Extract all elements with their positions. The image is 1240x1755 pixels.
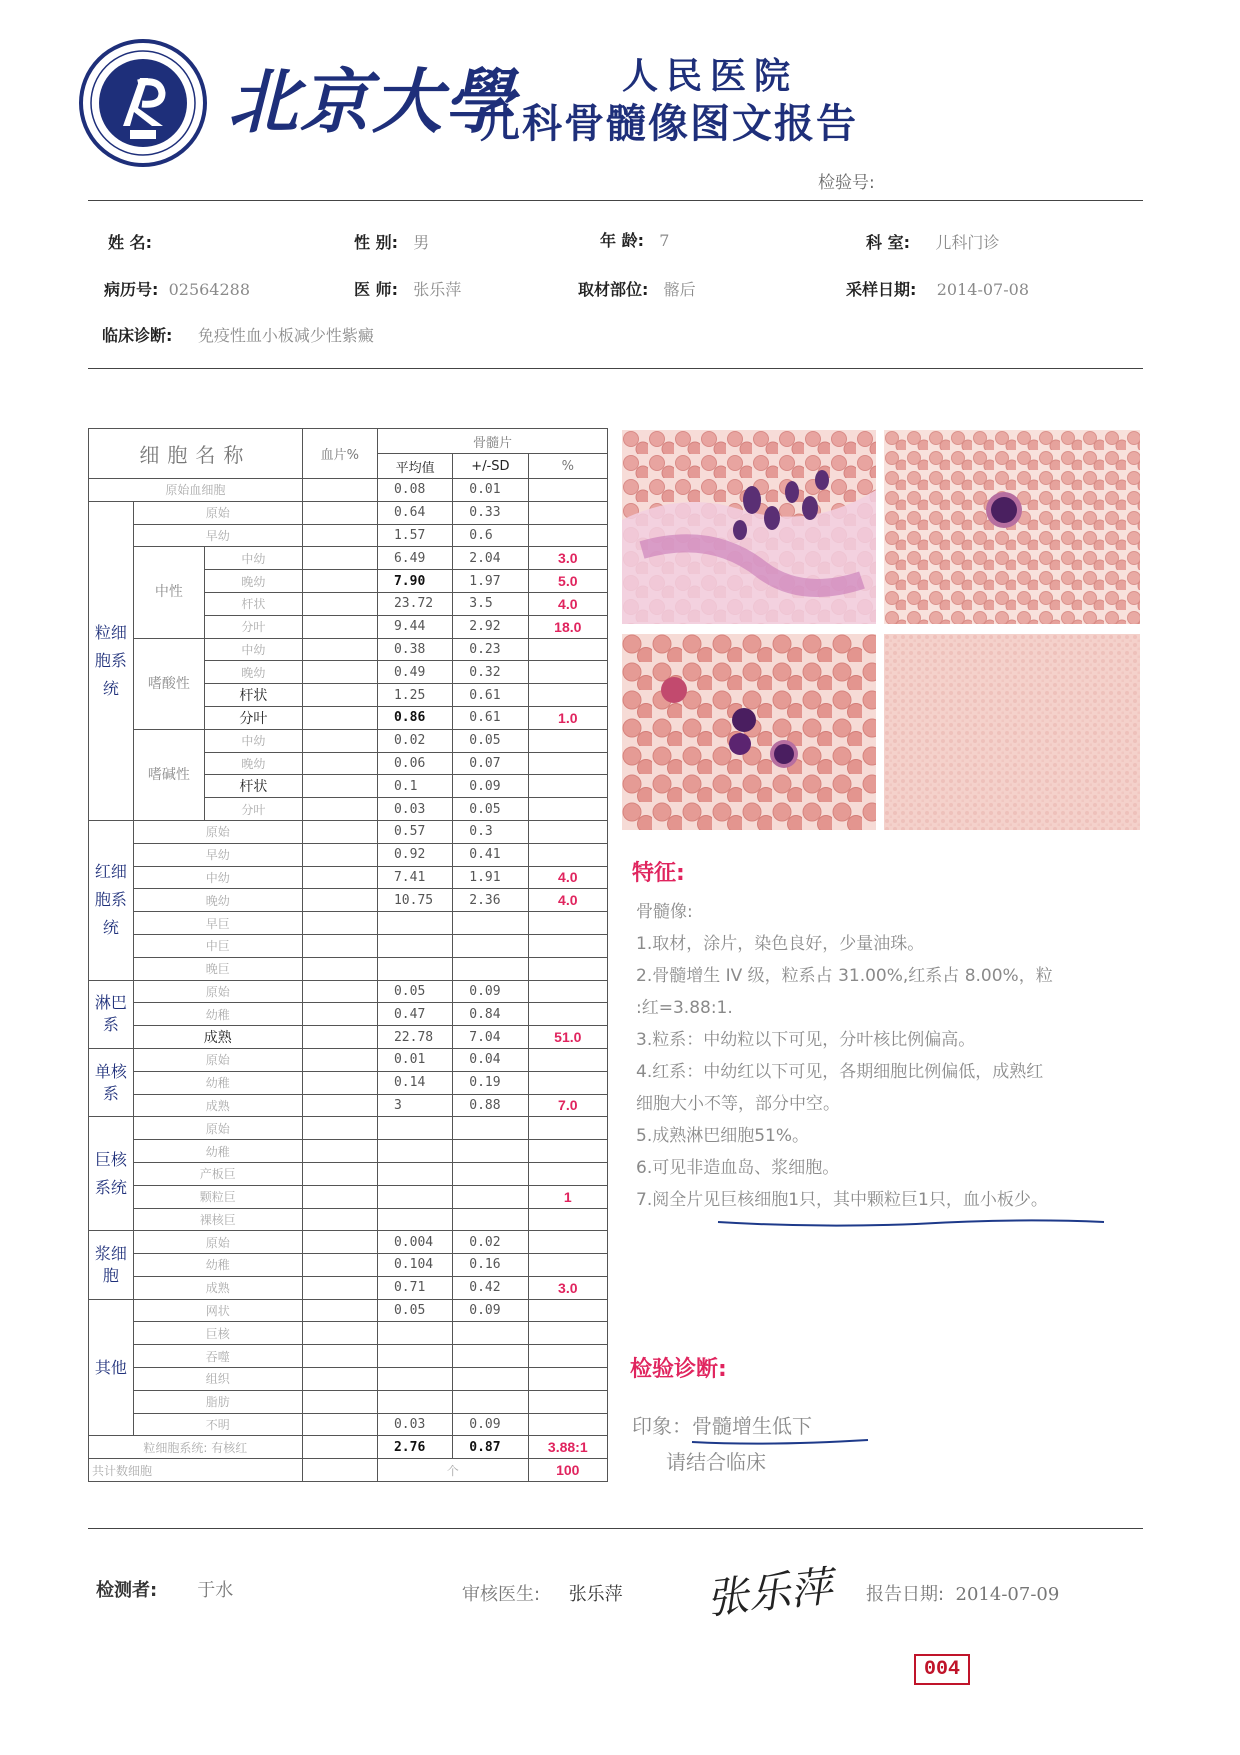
table-row: 其他 网状 0.05 0.09 [89, 1299, 608, 1322]
table-row: 中巨 [89, 934, 608, 957]
header-divider [88, 200, 1143, 201]
feature-item: :红=3.88:1. [636, 998, 733, 1018]
table-row: 不明 0.03 0.09 [89, 1413, 608, 1436]
record-number-field: 病历号: 02564288 [104, 280, 251, 299]
table-row: 产板巨 [89, 1162, 608, 1185]
table-row: 幼稚 [89, 1140, 608, 1163]
name-field: 姓 名: [108, 233, 152, 252]
group-plasma: 浆细胞 [89, 1231, 134, 1299]
reviewer-field: 审核医生: 张乐萍 [462, 1584, 623, 1605]
features-section [636, 896, 1196, 1216]
header-cell-smear: 血片% [302, 429, 377, 479]
group-erythroid: 红细胞系统 [89, 820, 134, 980]
department-field: 科 室: 儿科门诊 [866, 233, 1000, 252]
feature-item: 2.骨髓增生 IV 级，粒系占 31.00%,红系占 8.00%，粒 [636, 966, 1053, 986]
table-row: 粒细胞系统 原始 0.64 0.33 [89, 501, 608, 524]
feature-item: 4.红系：中幼红以下可见，各期细胞比例偏低，成熟红 [636, 1062, 1044, 1082]
micrograph-1 [622, 430, 876, 624]
features-subtitle: 骨髓像: [636, 902, 693, 922]
group-other: 其他 [89, 1299, 134, 1436]
micrograph-3 [622, 634, 876, 830]
table-row: 红细胞系统 原始 0.57 0.3 [89, 820, 608, 843]
header-cell-name: 细胞名称 [139, 443, 252, 467]
table-row: 分叶 0.03 0.05 [89, 798, 608, 821]
table-row: 杆状 1.25 0.61 [89, 684, 608, 707]
feature-item: 细胞大小不等，部分中空。 [636, 1094, 840, 1114]
table-row: 杆状 23.72 3.5 4.0 [89, 592, 608, 615]
table-row: 晚巨 [89, 957, 608, 980]
table-row: 裸核巨 [89, 1208, 608, 1231]
hospital-logo [78, 38, 208, 168]
feature-item: 5.成熟淋巴细胞51%。 [636, 1126, 810, 1146]
table-row: 嗜碱性 中幼 0.02 0.05 [89, 729, 608, 752]
table-row: 淋巴系 原始 0.05 0.09 [89, 980, 608, 1003]
group-eosinophil: 嗜酸性 [133, 638, 204, 729]
group-monocyte: 单核系 [89, 1048, 134, 1116]
tester-field: 检测者: 于水 [96, 1580, 234, 1601]
ratio-row: 粒细胞系统: 有核红 2.76 0.87 3.88:1 [89, 1436, 608, 1459]
micrograph-4 [884, 634, 1140, 830]
table-row: 早幼 0.92 0.41 [89, 843, 608, 866]
table-row: 晚幼 0.49 0.32 [89, 661, 608, 684]
table-row: 晚幼 10.75 2.36 4.0 [89, 889, 608, 912]
table-row: 晚幼 7.90 1.97 5.0 [89, 570, 608, 593]
table-header-row [89, 429, 608, 454]
group-neutrophil: 中性 [133, 547, 204, 638]
table-row: 原始血细胞 0.08 0.01 [89, 479, 608, 502]
info-divider [88, 368, 1143, 369]
header-cell-sd: +/-SD [453, 454, 528, 479]
features-title: 特征: [632, 861, 685, 886]
table-row: 浆细胞 原始 0.004 0.02 [89, 1231, 608, 1254]
table-row: 成熟 22.78 7.04 51.0 [89, 1026, 608, 1049]
table-row: 中性 中幼 6.49 2.04 3.0 [89, 547, 608, 570]
diagnosis-title: 检验诊断: [630, 1357, 727, 1382]
table-row: 晚幼 0.06 0.07 [89, 752, 608, 775]
table-row: 巨核系统 原始 [89, 1117, 608, 1140]
clinical-diagnosis-field: 临床诊断: 免疫性血小板减少性紫癜 [102, 326, 374, 345]
group-megakaryocyte: 巨核系统 [89, 1117, 134, 1231]
sample-date-field: 采样日期: 2014-07-08 [846, 280, 1029, 299]
reviewer-signature: 张乐萍 [704, 1561, 835, 1624]
header-cell-mean: 平均值 [377, 454, 452, 479]
feature-item: 7.阅全片见巨核细胞1只，其中颗粒巨1只，血小板少。 [636, 1190, 1048, 1210]
micrograph-2 [884, 430, 1140, 624]
footer-divider [88, 1528, 1143, 1529]
handwritten-underline-1 [716, 1214, 1106, 1230]
table-row: 早巨 [89, 912, 608, 935]
table-row: 幼稚 0.47 0.84 [89, 1003, 608, 1026]
page-number-stamp: 004 [914, 1654, 970, 1685]
table-row: 早幼 1.57 0.6 [89, 524, 608, 547]
table-row: 单核系 原始 0.01 0.04 [89, 1048, 608, 1071]
feature-item: 6.可见非造血岛、浆细胞。 [636, 1158, 840, 1178]
table-row: 成熟 0.71 0.42 3.0 [89, 1276, 608, 1299]
header-cell-marrow: 骨髓片 [377, 429, 607, 454]
table-row: 幼稚 0.104 0.16 [89, 1254, 608, 1277]
feature-item: 3.粒系：中幼粒以下可见，分叶核比例偏高。 [636, 1030, 976, 1050]
hospital-name: 人民医院 [621, 56, 798, 97]
sex-field: 性 别: 男 [354, 233, 430, 252]
table-row: 颗粒巨 1 [89, 1185, 608, 1208]
group-lymphocyte: 淋巴系 [89, 980, 134, 1048]
diagnosis-note: 请结合临床 [666, 1450, 766, 1474]
feature-item: 1.取材，涂片，染色良好，少量油珠。 [636, 934, 925, 954]
table-row: 吞噬 [89, 1345, 608, 1368]
table-row: 脂肪 [89, 1390, 608, 1413]
group-granulocyte: 粒细胞系统 [89, 501, 134, 820]
table-row: 嗜酸性 中幼 0.38 0.23 [89, 638, 608, 661]
lab-number-label: 检验号: [818, 173, 875, 193]
doctor-field: 医 师: 张乐萍 [354, 280, 462, 299]
table-row: 分叶 9.44 2.92 18.0 [89, 615, 608, 638]
table-row: 杆状 0.1 0.09 [89, 775, 608, 798]
table-row: 巨核 [89, 1322, 608, 1345]
table-row: 中幼 7.41 1.91 4.0 [89, 866, 608, 889]
group-basophil: 嗜碱性 [133, 729, 204, 820]
table-row: 成熟 3 0.88 7.0 [89, 1094, 608, 1117]
report-title: 儿科骨髓像图文报告 [480, 101, 858, 147]
table-row: 幼稚 0.14 0.19 [89, 1071, 608, 1094]
table-row: 分叶 0.86 0.61 1.0 [89, 706, 608, 729]
total-row: 共计数细胞 个 100 [89, 1459, 608, 1482]
diagnosis-impression: 印象：骨髓增生低下 [632, 1414, 812, 1438]
header-cell-pct: % [528, 454, 607, 479]
sample-site-field: 取材部位: 髂后 [578, 280, 696, 299]
report-date-field: 报告日期: 2014-07-09 [866, 1584, 1060, 1605]
university-name: 北京大學 [228, 60, 516, 143]
table-row: 组织 [89, 1368, 608, 1391]
age-field: 年 龄: 7 [600, 231, 670, 250]
bone-marrow-table [88, 428, 608, 1482]
